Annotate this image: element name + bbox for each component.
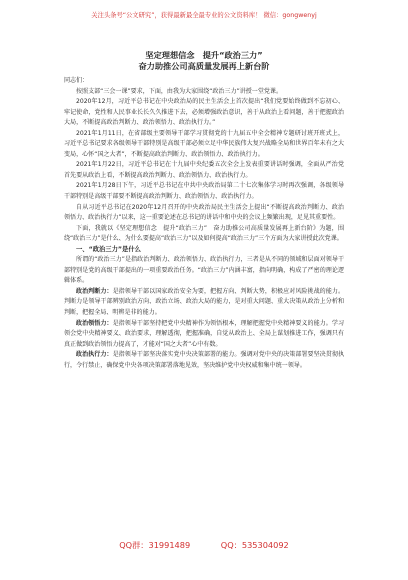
contact-footer — [0, 540, 408, 551]
paragraph-2: 2020年12月，习近平总书记在中央政治局的民主生活会上首次提出“我们党要始终做到不忘初心、牢记使命，党性和人民事业长长久久推进下去，必须增强政治意识，善于从政治上看问题，善于把握政治大局，不断提高政治判断力、政治领悟力、政治执行力。” — [64, 98, 344, 127]
definition-text: 是指领导干部坚决落实党中央决策部署的能力。强调对党中央的决策部署要坚决贯彻执行，令行禁止，确保党中央各项决策部署落地见效，坚决维护党中央权威和集中统一领导。 — [64, 351, 345, 369]
definition-term: 政治领悟力： — [76, 319, 113, 327]
document-subtitle: 奋力助推公司高质量发展再上新台阶 — [138, 61, 270, 71]
qq-group: QQ群：31991489 — [119, 540, 191, 550]
definition-term: 政治判断力： — [76, 287, 113, 295]
section-heading: 一、“政治三力”是什么 — [76, 245, 141, 253]
paragraph-4: 2021年1月22日，习近平总书记在十九届中央纪委五次全会上发表重要讲话时强调，全面从严治党首先要从政治上看，不断提高政治判断力、政治领悟力、政治执行力。 — [64, 161, 344, 179]
paragraph-6: 自从习近平总书记在2020年12月召开的中央政治局民主生活会上提出“不断提高政治判断力、政治领悟力、政治执行力”以来，这一重要论述在总书记的讲话中和中央的会议上频繁出现，足见其重要性。 — [64, 203, 344, 222]
document-title: 坚定理想信念 提升“政治三力” — [145, 50, 263, 60]
paragraph-1: 按照支部“三会一课”要求，下面，由我为大家围绕“政治三力”讲授一堂党课。 — [76, 87, 283, 95]
definition-text: 是指领导干部以国家政治安全为要，把握方向、判断大势，积极应对风险挑战的能力。判断力是领导干部辨别政治方向、政治立场、政治大局的能力，是对重大问题、重大决策从政治上分析和判断，把握全局、明辨是非的能力。 — [64, 287, 345, 317]
definition-judgment — [64, 287, 344, 319]
paragraph-7: 下面，我就以《坚定理想信念 提升“政治三力” 奋力助推公司高质量发展再上新台阶》为题，围绕“政治三力”是什么、为什么要提高“政治三力”以及如何提高“政治三力”三个方面为大家讲授此次党课。 — [64, 224, 344, 243]
definition-text: 是指领导干部坚持把党中央精神作为领悟根本，理解把握党中央精神要义的能力。学习领会党中央精神要义、政治要求，理解透彻，把握准确，自觉从政治上、全局上谋划推进工作，强调只有真正做到政治领悟力提高了，才能对“国之大者”心中有数。 — [64, 319, 345, 348]
promo-banner: 关注头条号“公文研究”，获得最新最全最专业的公文资料库！ 微信：gongwenyj — [91, 12, 317, 19]
definition-comprehension — [64, 319, 344, 351]
definition-execution — [64, 350, 344, 371]
paragraph-3: 2021年1月11日，在省部级主要领导干部学习贯彻党的十九届五中全会精神专题研讨班开班式上，习近平总书记要求各级领导干部特别是高级干部必须立足中华民族伟大复兴战略全局和世界百年未有之大变局，心怀“国之大者”，不断提高政治判断力、政治领悟力、政治执行力。 — [64, 129, 344, 158]
document-body — [64, 50, 344, 371]
section-intro: 所谓的“政治三力”是指政治判断力、政治领悟力、政治执行力，三者是从不同的领域和层面对领导干部特别是党的高级干部提出的一项重要政治任务。“政治三力”内涵丰富，指向明确，构成了严密的理论逻辑体系。 — [64, 256, 344, 285]
qq-number: QQ：535304092 — [220, 540, 289, 550]
paragraph-5: 2021年1月28日下午，习近平总书记在中共中央政治局第二十七次集体学习时再次强调，各级领导干部特别是高级干部要不断提高政治判断力、政治领悟力、政治执行力。 — [64, 182, 344, 201]
definition-term: 政治执行力： — [76, 351, 113, 359]
salutation: 同志们： — [64, 77, 89, 84]
